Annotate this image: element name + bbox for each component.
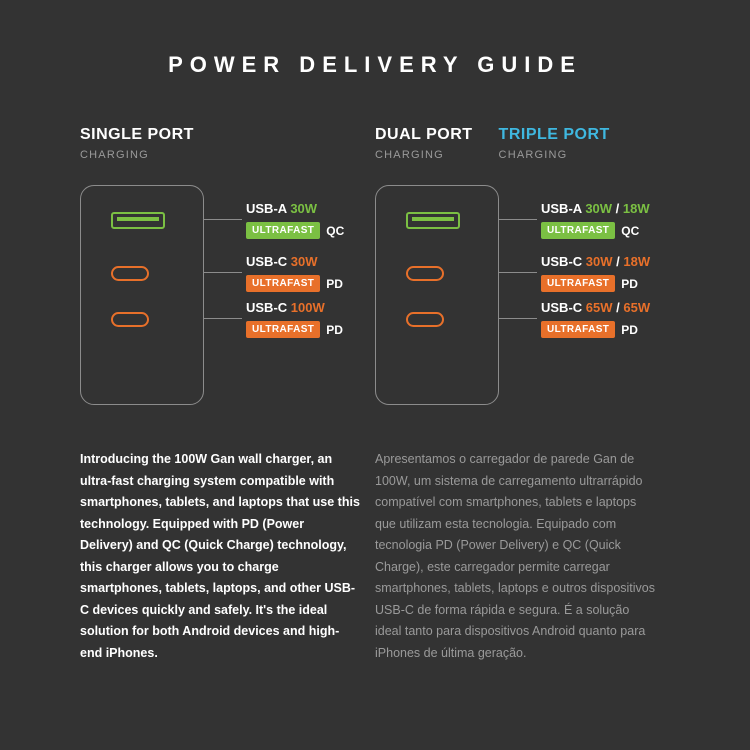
port-spec-3-name: USB-C bbox=[541, 300, 583, 315]
usb-c-port-icon-1 bbox=[111, 266, 149, 281]
protocol-label: PD bbox=[326, 276, 343, 291]
usb-c-port-icon-2 bbox=[111, 312, 149, 327]
description-en-column bbox=[80, 449, 375, 664]
port-spec-3-name: USB-C bbox=[246, 300, 288, 315]
descriptions-container bbox=[0, 449, 750, 664]
port-spec-3-badges bbox=[246, 321, 343, 338]
protocol-label: QC bbox=[326, 223, 345, 238]
port-spec-2 bbox=[246, 254, 343, 292]
description-pt-column bbox=[375, 449, 670, 664]
heading-single-port bbox=[80, 126, 194, 161]
leader-line-1 bbox=[204, 219, 242, 220]
protocol-label: PD bbox=[621, 322, 638, 337]
port-spec-1 bbox=[541, 201, 650, 239]
heading-dual-port bbox=[375, 126, 473, 161]
dual-triple-port-labels bbox=[537, 185, 670, 405]
watt-separator: / bbox=[616, 254, 620, 269]
port-spec-3-line bbox=[246, 300, 343, 315]
port-spec-2-line bbox=[541, 254, 650, 269]
description-en: Introducing the 100W Gan wall charger, an ultra-fast charging system compatible with smartphones, tablets, and laptops that use this technology. Equipped with PD (Power Delivery) and QC (Quick Charge) technology, this charger allows you to charge smartphones, tablets, laptops, and other USB-C devices quickly and safely. It's the ideal solution for both Android devices and high-end iPhones. bbox=[80, 452, 360, 660]
single-port-column bbox=[80, 126, 375, 405]
port-spec-1 bbox=[246, 201, 344, 239]
port-spec-1-badges bbox=[246, 222, 344, 239]
heading-single-port-title: SINGLE PORT bbox=[80, 126, 194, 143]
leader-line-2 bbox=[204, 272, 242, 273]
port-spec-2-watts-alt: 18W bbox=[623, 254, 651, 269]
heading-single-port-subtitle: CHARGING bbox=[80, 149, 149, 161]
left-headings bbox=[80, 126, 375, 161]
port-spec-1-watts: 30W bbox=[290, 201, 318, 216]
usb-c-port-icon-2 bbox=[406, 312, 444, 327]
leader-line-3 bbox=[204, 318, 242, 319]
columns-container bbox=[0, 78, 750, 405]
ultrafast-badge: ULTRAFAST bbox=[246, 321, 320, 338]
heading-triple-port-subtitle: CHARGING bbox=[498, 149, 568, 161]
port-spec-2-line bbox=[246, 254, 343, 269]
port-spec-2-name: USB-C bbox=[541, 254, 583, 269]
usb-a-port-icon bbox=[111, 212, 165, 229]
leader-lines-dual bbox=[499, 185, 537, 405]
heading-triple-port-title: TRIPLE PORT bbox=[498, 126, 610, 143]
port-spec-3-watts: 100W bbox=[290, 300, 325, 315]
heading-triple-port bbox=[499, 126, 610, 161]
page-title: POWER DELIVERY GUIDE bbox=[168, 52, 582, 77]
port-spec-2-watts: 30W bbox=[290, 254, 318, 269]
port-spec-1-watts: 30W bbox=[585, 201, 613, 216]
port-spec-2-name: USB-C bbox=[246, 254, 288, 269]
port-spec-2-badges bbox=[246, 275, 343, 292]
charger-body-single bbox=[80, 185, 204, 405]
port-spec-3 bbox=[246, 300, 343, 338]
charger-body-dual bbox=[375, 185, 499, 405]
usb-a-port-icon bbox=[406, 212, 460, 229]
protocol-label: PD bbox=[621, 276, 638, 291]
leader-line-2 bbox=[499, 272, 537, 273]
watt-separator: / bbox=[615, 201, 620, 216]
ultrafast-badge: ULTRAFAST bbox=[246, 222, 320, 239]
port-spec-3-watts-alt: 65W bbox=[623, 300, 651, 315]
port-spec-1-name: USB-A bbox=[541, 201, 582, 216]
single-port-diagram bbox=[80, 185, 375, 405]
watt-separator: / bbox=[616, 300, 620, 315]
dual-triple-port-column bbox=[375, 126, 670, 405]
port-spec-1-name: USB-A bbox=[246, 201, 287, 216]
description-pt: Apresentamos o carregador de parede Gan de 100W, um sistema de carregamento ultrarrápido compatível com smartphones, tablets e laptops que utilizam esta tecnologia. Equipado com tecnologia PD (Power Delivery) e QC (Quick Charge), este carregador permite carregar smartphones, tablets, laptops e outros dispositivos USB-C de forma rápida e segura. É a solução ideal tanto para dispositivos Android quanto para iPhones de última geração. bbox=[375, 452, 656, 660]
single-port-labels bbox=[242, 185, 375, 405]
leader-line-3 bbox=[499, 318, 537, 319]
heading-dual-port-title: DUAL PORT bbox=[375, 126, 473, 143]
port-spec-2-badges bbox=[541, 275, 650, 292]
right-headings bbox=[375, 126, 670, 161]
usb-c-port-icon-1 bbox=[406, 266, 444, 281]
ultrafast-badge: ULTRAFAST bbox=[541, 222, 615, 239]
ultrafast-badge: ULTRAFAST bbox=[246, 275, 320, 292]
port-spec-3-line bbox=[541, 300, 650, 315]
dual-triple-port-diagram bbox=[375, 185, 670, 405]
port-spec-2-watts: 30W bbox=[585, 254, 613, 269]
leader-lines-single bbox=[204, 185, 242, 405]
port-spec-1-badges bbox=[541, 222, 650, 239]
port-spec-3 bbox=[541, 300, 650, 338]
heading-dual-port-subtitle: CHARGING bbox=[375, 149, 444, 161]
port-spec-3-badges bbox=[541, 321, 650, 338]
port-spec-2 bbox=[541, 254, 650, 292]
port-spec-1-line bbox=[246, 201, 344, 216]
leader-line-1 bbox=[499, 219, 537, 220]
protocol-label: QC bbox=[621, 223, 640, 238]
protocol-label: PD bbox=[326, 322, 343, 337]
port-spec-1-line bbox=[541, 201, 650, 216]
ultrafast-badge: ULTRAFAST bbox=[541, 321, 615, 338]
port-spec-3-watts: 65W bbox=[585, 300, 613, 315]
port-spec-1-watts-alt: 18W bbox=[622, 201, 650, 216]
ultrafast-badge: ULTRAFAST bbox=[541, 275, 615, 292]
